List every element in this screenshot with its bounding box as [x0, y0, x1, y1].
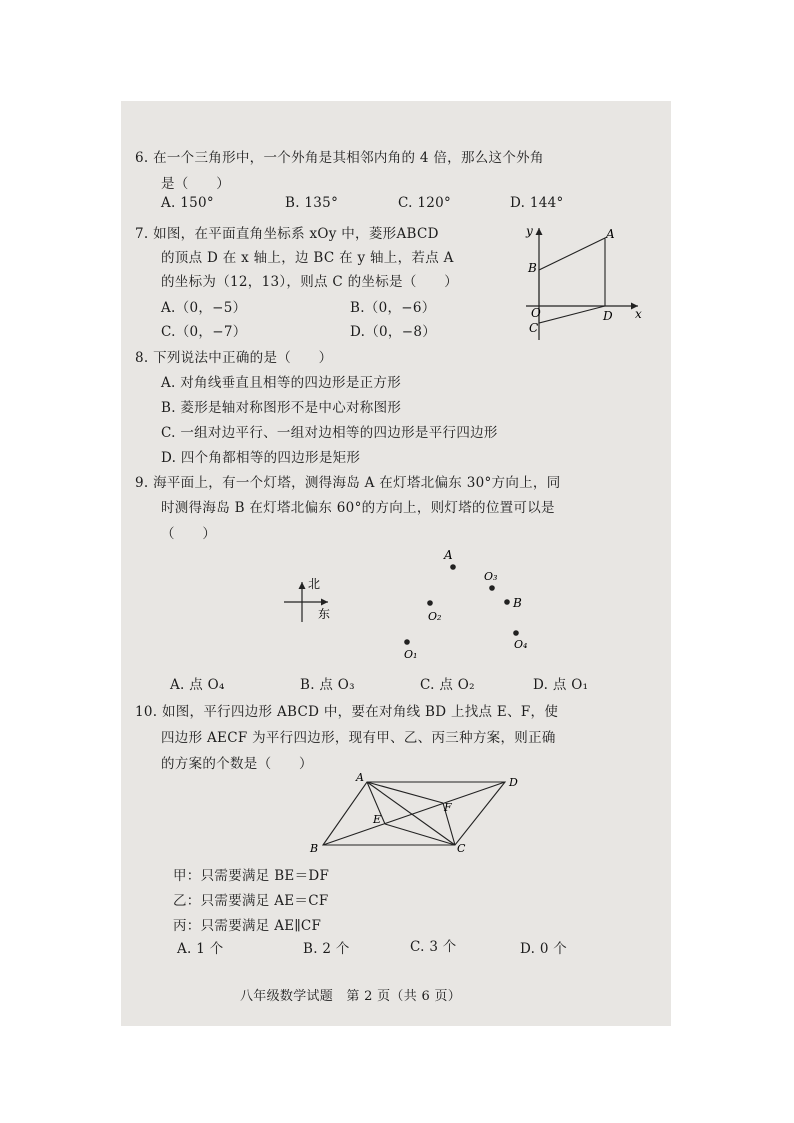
q10-line2: 四边形 AECF 为平行四边形，现有甲、乙、丙三种方案，则正确 [161, 730, 556, 746]
q10-line1: 10. 如图，平行四边形 ABCD 中，要在对角线 BD 上找点 E、F，使 [135, 704, 559, 720]
q9-label-b: B [513, 596, 522, 610]
q10-label-b: B [310, 842, 319, 855]
q9-line1: 9. 海平面上，有一个灯塔，测得海岛 A 在灯塔北偏东 30°方向上，同 [135, 475, 561, 491]
point-o3 [489, 585, 495, 591]
q7-rhombus [539, 238, 605, 323]
q7-option-b: B.（0，−6） [350, 300, 436, 316]
q9-label-o1: O₁ [404, 648, 418, 661]
point-o1 [404, 639, 410, 645]
page-footer: 八年级数学试题 第 2 页（共 6 页） [240, 989, 462, 1004]
q7-line1: 7. 如图，在平面直角坐标系 xOy 中，菱形ABCD [135, 226, 439, 242]
q7-rhombus-figure [520, 220, 650, 345]
q10-label-e: E [373, 813, 382, 826]
q10-parallelogram-figure [305, 770, 535, 860]
q6-option-a: A. 150° [161, 195, 214, 211]
q10-label-c: C [457, 842, 466, 855]
q7-label-b: B [528, 261, 537, 275]
point-a [450, 564, 456, 570]
q7-label-c: C [529, 321, 539, 335]
q10-segment-ec [385, 824, 455, 845]
q9-line2: 时测得海岛 B 在灯塔北偏东 60°的方向上，则灯塔的位置可以是 [161, 500, 555, 516]
q9-option-d: D. 点 O₁ [533, 677, 589, 693]
q7-label-x: x [635, 307, 642, 321]
point-o2 [427, 600, 433, 606]
q8-option-a: A. 对角线垂直且相等的四边形是正方形 [161, 375, 402, 391]
q10-plan1: 甲：只需要满足 BE＝DF [173, 868, 330, 884]
q7-option-a: A.（0，−5） [161, 300, 247, 316]
q9-label-north: 北 [308, 577, 321, 591]
q7-line2: 的顶点 D 在 x 轴上，边 BC 在 y 轴上，若点 A [161, 250, 454, 266]
q6-option-c: C. 120° [398, 195, 452, 211]
q6-option-b: B. 135° [285, 195, 339, 211]
q7-line3: 的坐标为（12，13），则点 C 的坐标是（ ） [161, 274, 459, 290]
q10-plan2: 乙：只需要满足 AE＝CF [173, 893, 329, 909]
point-o4 [513, 630, 519, 636]
q10-plan3: 丙：只需要满足 AE∥CF [173, 918, 322, 934]
q9-option-a: A. 点 O₄ [170, 677, 225, 693]
q10-option-b: B. 2 个 [303, 941, 350, 957]
q7-label-d: D [603, 309, 613, 323]
q9-label-o3: O₃ [484, 570, 498, 583]
point-b [504, 599, 510, 605]
q10-label-a: A [356, 771, 364, 784]
q8-line1: 8. 下列说法中正确的是（ ） [135, 350, 333, 366]
q7-label-a: A [606, 227, 615, 241]
q9-option-b: B. 点 O₃ [300, 677, 355, 693]
q9-option-c: C. 点 O₂ [420, 677, 475, 693]
q8-option-b: B. 菱形是轴对称图形不是中心对称图形 [161, 400, 402, 416]
q7-label-y: y [526, 224, 533, 238]
q7-option-d: D.（0，−8） [350, 324, 437, 340]
q10-option-c: C. 3 个 [410, 939, 457, 955]
q10-line3: 的方案的个数是（ ） [161, 756, 313, 772]
q10-label-d: D [509, 776, 518, 789]
q8-option-d: D. 四个角都相等的四边形是矩形 [161, 450, 361, 466]
q9-label-o4: O₄ [514, 638, 528, 651]
q9-label-o2: O₂ [428, 610, 442, 623]
q7-option-c: C.（0，−7） [161, 324, 247, 340]
q9-compass-figure [270, 540, 550, 665]
q6-line2: 是（ ） [161, 176, 230, 192]
q9-label-a: A [444, 548, 453, 562]
q10-label-f: F [444, 801, 452, 814]
q9-line3: （ ） [161, 526, 217, 542]
q10-segment-af [367, 782, 443, 803]
q10-option-a: A. 1 个 [177, 941, 224, 957]
q6-line1: 6. 在一个三角形中，一个外角是其相邻内角的 4 倍，那么这个外角 [135, 150, 544, 166]
q9-label-east: 东 [318, 607, 331, 621]
q8-option-c: C. 一组对边平行、一组对边相等的四边形是平行四边形 [161, 425, 498, 441]
q10-option-d: D. 0 个 [520, 941, 568, 957]
q6-option-d: D. 144° [510, 195, 564, 211]
q7-label-o: O [531, 306, 541, 320]
q10-diagonal-bd [323, 782, 505, 845]
